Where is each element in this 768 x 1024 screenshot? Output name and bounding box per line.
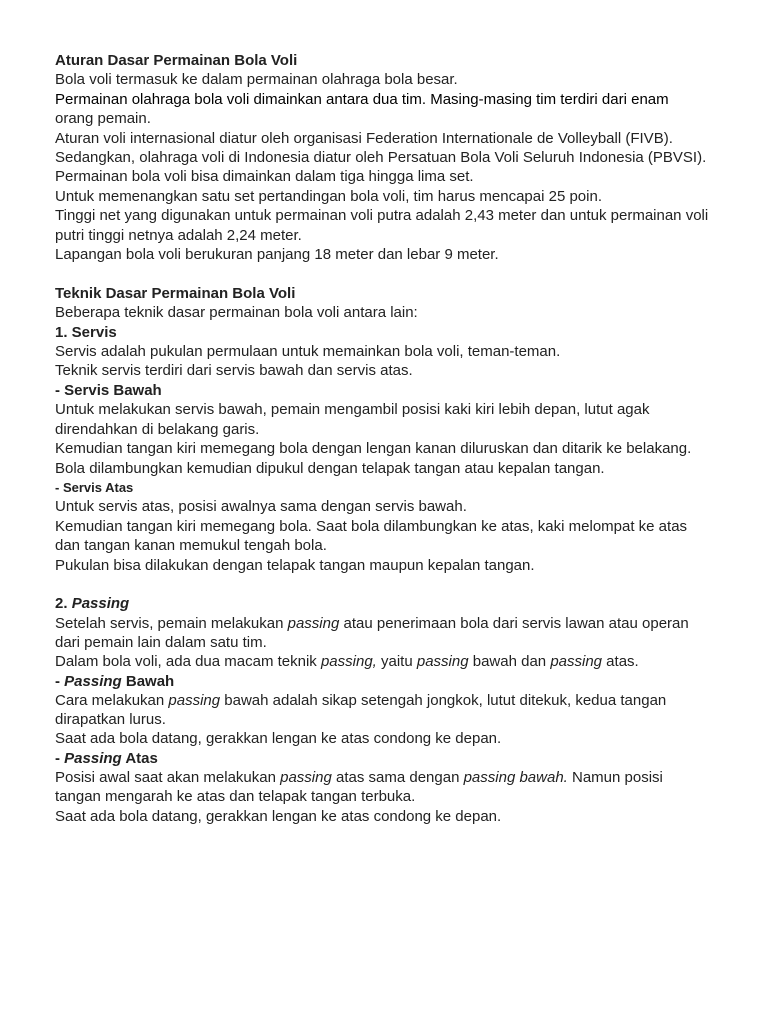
text-span: Setelah servis, pemain melakukan: [55, 614, 288, 632]
text-span: bawah dan: [468, 653, 551, 671]
heading-passing-bawah: [55, 672, 738, 691]
text-span: Posisi awal saat akan melakukan: [55, 769, 281, 787]
heading-passing-num: 2.: [55, 595, 72, 613]
text-line: Untuk memenangkan satu set pertandingan bola voli, tim harus mencapai 25 poin.: [55, 187, 602, 205]
heading-servis-atas: - Servis Atas: [55, 479, 134, 495]
italic-term: passing: [280, 769, 332, 787]
text-line: Untuk servis atas, posisi awalnya sama dengan servis bawah.: [55, 498, 467, 516]
text-line: Untuk melakukan servis bawah, pemain mengambil posisi kaki kiri lebih depan, lutut agak: [55, 401, 650, 419]
text-line: Teknik servis terdiri dari servis bawah dan servis atas.: [55, 362, 413, 380]
text-span: Atas: [121, 749, 158, 767]
italic-term: passing: [168, 691, 221, 709]
text-line: [55, 652, 738, 671]
section-title-aturan: Aturan Dasar Permainan Bola Voli: [55, 52, 298, 69]
text-span: -: [55, 672, 65, 690]
text-line: Bola voli termasuk ke dalam permainan olahraga bola besar.: [55, 71, 458, 89]
italic-term: passing: [550, 653, 603, 671]
text-line: Kemudian tangan kiri memegang bola dengan lengan kanan diluruskan dan ditarik ke belakang.: [55, 440, 692, 458]
text-line: Permainan olahraga bola voli dimainkan antara dua tim. Masing-masing tim terdiri dari enam: [55, 90, 669, 108]
text-line: Pukulan bisa dilakukan dengan telapak tangan maupun kepalan tangan.: [55, 556, 535, 574]
text-line: Beberapa teknik dasar permainan bola voli antara lain:: [55, 304, 418, 322]
text-line: Sedangkan, olahraga voli di Indonesia diatur oleh Persatuan Bola Voli Seluruh Indonesia (PBVSI).: [55, 149, 707, 167]
passing-section: [55, 594, 738, 826]
text-span: atas.: [602, 653, 639, 671]
heading-servis-bawah: - Servis Bawah: [55, 381, 162, 399]
heading-passing-word: Passing: [71, 595, 130, 613]
italic-term: passing: [416, 653, 469, 671]
italic-term: passing bawah.: [463, 769, 568, 787]
text-span: bawah adalah sikap setengah jongkok, lutut ditekuk, kedua tangan: [220, 691, 667, 709]
text-span: atas sama dengan: [331, 769, 464, 787]
text-line: Tinggi net yang digunakan untuk permainan voli putra adalah 2,43 meter dan untuk permainan voli: [55, 207, 709, 225]
text-line: Bola dilambungkan kemudian dipukul dengan telapak tangan atau kepalan tangan.: [55, 459, 605, 477]
italic-term: Passing: [64, 672, 122, 690]
text-line: [55, 614, 738, 633]
text-span: Bawah: [121, 672, 175, 690]
text-line: dirapatkan lurus.: [55, 711, 166, 729]
text-span: atau penerimaan bola dari servis lawan atau operan: [339, 614, 689, 632]
italic-term: passing: [287, 614, 340, 632]
text-line: Aturan voli internasional diatur oleh organisasi Federation Internationale de Volleyball (FIVB).: [55, 129, 673, 147]
text-line: [55, 768, 738, 787]
text-span: Dalam bola voli, ada dua macam teknik: [55, 653, 321, 671]
section-title-teknik: Teknik Dasar Permainan Bola Voli: [55, 284, 296, 302]
text-span: yaitu: [376, 653, 417, 671]
text-line: dan tangan kanan memukul tengah bola.: [55, 537, 327, 555]
text-line: Lapangan bola voli berukuran panjang 18 meter dan lebar 9 meter.: [55, 246, 499, 264]
heading-passing-atas: [55, 749, 738, 768]
text-line: putri tinggi netnya adalah 2,24 meter.: [55, 226, 302, 244]
heading-passing: [55, 594, 738, 613]
italic-term: Passing: [64, 749, 122, 767]
italic-term: passing,: [320, 653, 377, 671]
text-line: Permainan bola voli bisa dimainkan dalam tiga hingga lima set.: [55, 168, 474, 186]
text-line: Servis adalah pukulan permulaan untuk memainkan bola voli, teman-teman.: [55, 343, 561, 361]
text-span: -: [55, 749, 65, 767]
text-line: Kemudian tangan kiri memegang bola. Saat bola dilambungkan ke atas, kaki melompat ke atas: [55, 517, 688, 535]
text-line: orang pemain.: [55, 110, 151, 128]
text-line: dari pemain lain dalam satu tim.: [55, 633, 267, 651]
text-line: Saat ada bola datang, gerakkan lengan ke atas condong ke depan.: [55, 807, 502, 825]
paragraph-gap: [55, 575, 738, 594]
text-span: Cara melakukan: [55, 691, 169, 709]
text-span: Namun posisi: [567, 769, 663, 787]
text-line: [55, 691, 738, 710]
text-line: tangan mengarah ke atas dan telapak tangan terbuka.: [55, 788, 416, 806]
text-line: direndahkan di belakang garis.: [55, 420, 260, 438]
heading-servis: 1. Servis: [55, 323, 117, 341]
text-line: Saat ada bola datang, gerakkan lengan ke atas condong ke depan.: [55, 730, 502, 748]
paragraph-gap: [55, 264, 738, 283]
